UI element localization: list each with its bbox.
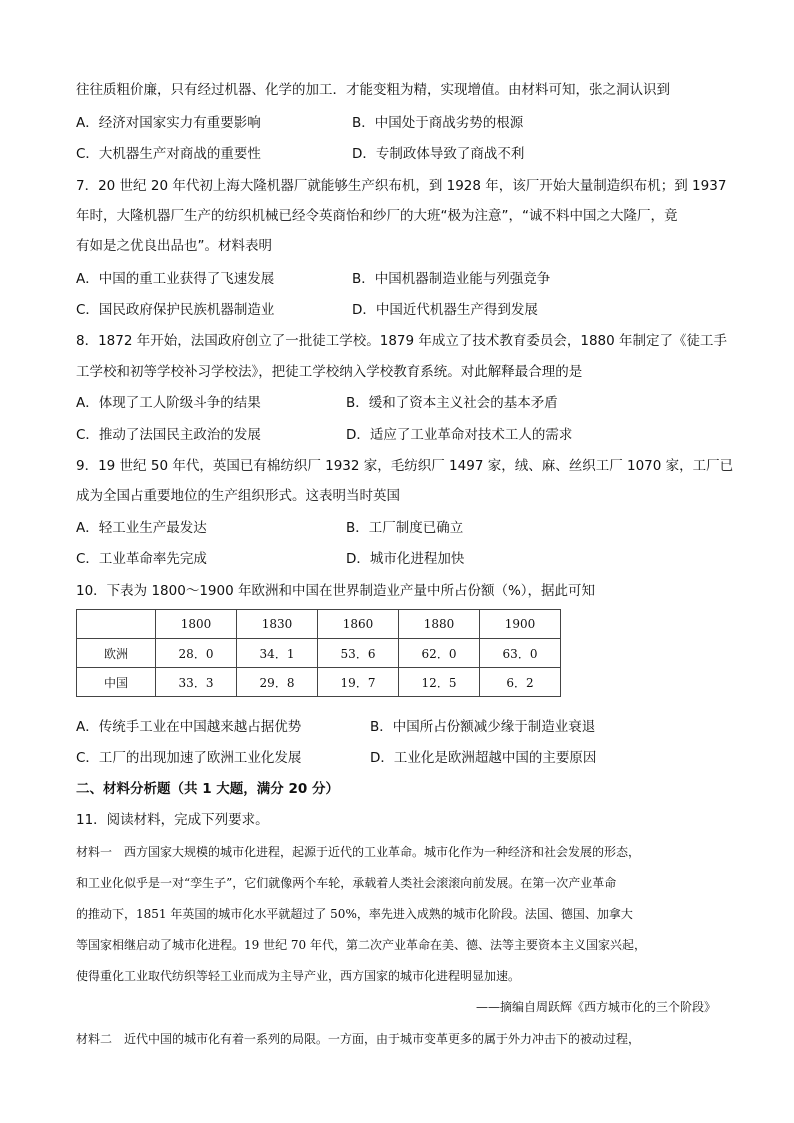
q9-option-a[interactable]: A．轻工业生产最发达 [76, 520, 207, 536]
table-cell [77, 610, 156, 639]
q8-stem-line-1: 8．1872 年开始，法国政府创立了一批徒工学校。1879 年成立了技术教育委员会，1880 年制定了《徒工手 [76, 333, 728, 349]
q8-stem-line-2: 工学校和初等学校补习学校法》，把徒工学校纳入学校教育系统。对此解释最合理的是 [76, 364, 583, 380]
table-cell: 19．7 [318, 668, 399, 697]
table-cell: 34．1 [237, 639, 318, 668]
table-row [77, 668, 561, 697]
material1-line-5: 使得重化工业取代纺织等轻工业而成为主导产业，西方国家的城市化进程明显加速。 [76, 969, 521, 983]
q9-option-b[interactable]: B．工厂制度已确立 [346, 520, 464, 536]
material1-line-3: 的推动下，1851 年英国的城市化水平就超过了 50%，率先进入成熟的城市化阶段。法国、德国、加拿大 [76, 907, 633, 921]
q10-stem: 10．下表为 1800～1900 年欧洲和中国在世界制造业产量中所占份额（%），据此可知 [76, 583, 596, 599]
table-cell: 中国 [77, 668, 156, 697]
q10-option-b[interactable]: B．中国所占份额减少缘于制造业衰退 [370, 719, 596, 735]
q10-option-d[interactable]: D．工业化是欧洲超越中国的主要原因 [370, 750, 597, 766]
q8-option-c[interactable]: C．推动了法国民主政治的发展 [76, 427, 261, 443]
material1-line-2: 和工业化似乎是一对“孪生子”，它们就像两个车轮，承载着人类社会滚滚向前发展。在第一次产业革命 [76, 876, 617, 890]
q6-option-a[interactable]: A．经济对国家实力有重要影响 [76, 115, 261, 131]
table-row [77, 639, 561, 668]
q7-stem-line-2: 年时，大隆机器厂生产的纺织机械已经令英商怡和纱厂的大班“极为注意”，“诚不料中国之大隆厂，竟 [76, 208, 678, 224]
q9-stem-line-2: 成为全国占重要地位的生产组织形式。这表明当时英国 [76, 488, 400, 504]
q10-option-c[interactable]: C．工厂的出现加速了欧洲工业化发展 [76, 750, 302, 766]
table-cell: 1800 [156, 610, 237, 639]
q7-option-a[interactable]: A．中国的重工业获得了飞速发展 [76, 271, 275, 287]
q6-option-b[interactable]: B．中国处于商战劣势的根源 [352, 115, 524, 131]
q7-option-b[interactable]: B．中国机器制造业能与列强竞争 [352, 271, 551, 287]
section-heading: 二、材料分析题（共 1 大题，满分 20 分） [76, 781, 339, 797]
q6-stem-tail: 往往质粗价廉，只有经过机器、化学的加工．才能变粗为精，实现增值。由材料可知，张之洞认识到 [76, 82, 670, 98]
material1-line-4: 等国家相继启动了城市化进程。19 世纪 70 年代，第二次产业革命在美、德、法等主要资本主义国家兴起， [76, 938, 646, 952]
q8-option-d[interactable]: D．适应了工业革命对技术工人的需求 [346, 427, 573, 443]
q9-stem-line-1: 9．19 世纪 50 年代，英国已有棉纺织厂 1932 家，毛纺织厂 1497 家，绒、麻、丝织工厂 1070 家，工厂已 [76, 458, 734, 474]
table-cell: 1830 [237, 610, 318, 639]
q10-option-a[interactable]: A．传统手工业在中国越来越占据优势 [76, 719, 302, 735]
table-cell: 1900 [480, 610, 561, 639]
q7-option-d[interactable]: D．中国近代机器生产得到发展 [352, 302, 538, 318]
material1-line-1: 材料一 西方国家大规模的城市化进程，起源于近代的工业革命。城市化作为一种经济和社会发展的形态， [76, 845, 641, 859]
q6-option-c[interactable]: C．大机器生产对商战的重要性 [76, 146, 261, 162]
table-cell: 1860 [318, 610, 399, 639]
manufacturing-share-table [76, 609, 561, 697]
table-cell: 12．5 [399, 668, 480, 697]
material2-line-1: 材料二 近代中国的城市化有着一系列的局限。一方面，由于城市变革更多的属于外力冲击下的被动过程， [76, 1032, 641, 1046]
q7-stem-line-3: 有如是之优良出品也”。材料表明 [76, 238, 272, 254]
table-cell: 63．0 [480, 639, 561, 668]
q8-option-a[interactable]: A．体现了工人阶级斗争的结果 [76, 395, 261, 411]
q11-stem: 11．阅读材料，完成下列要求。 [76, 812, 269, 828]
table-cell: 6．2 [480, 668, 561, 697]
table-cell: 1880 [399, 610, 480, 639]
table-cell: 29．8 [237, 668, 318, 697]
table-cell: 28．0 [156, 639, 237, 668]
table-header-row [77, 610, 561, 639]
table-cell: 33．3 [156, 668, 237, 697]
table-cell: 53．6 [318, 639, 399, 668]
q8-option-b[interactable]: B．缓和了资本主义社会的基本矛盾 [346, 395, 558, 411]
q7-option-c[interactable]: C．国民政府保护民族机器制造业 [76, 302, 275, 318]
table-cell: 62．0 [399, 639, 480, 668]
table-cell: 欧洲 [77, 639, 156, 668]
q9-option-c[interactable]: C．工业革命率先完成 [76, 551, 207, 567]
q9-option-d[interactable]: D．城市化进程加快 [346, 551, 465, 567]
q7-stem-line-1: 7．20 世纪 20 年代初上海大隆机器厂就能够生产织布机，到 1928 年，该厂开始大量制造织布机；到 1937 [76, 178, 727, 194]
q6-option-d[interactable]: D．专制政体导致了商战不利 [352, 146, 525, 162]
material1-source: ——摘编自周跃辉《西方城市化的三个阶段》 [475, 1000, 716, 1014]
